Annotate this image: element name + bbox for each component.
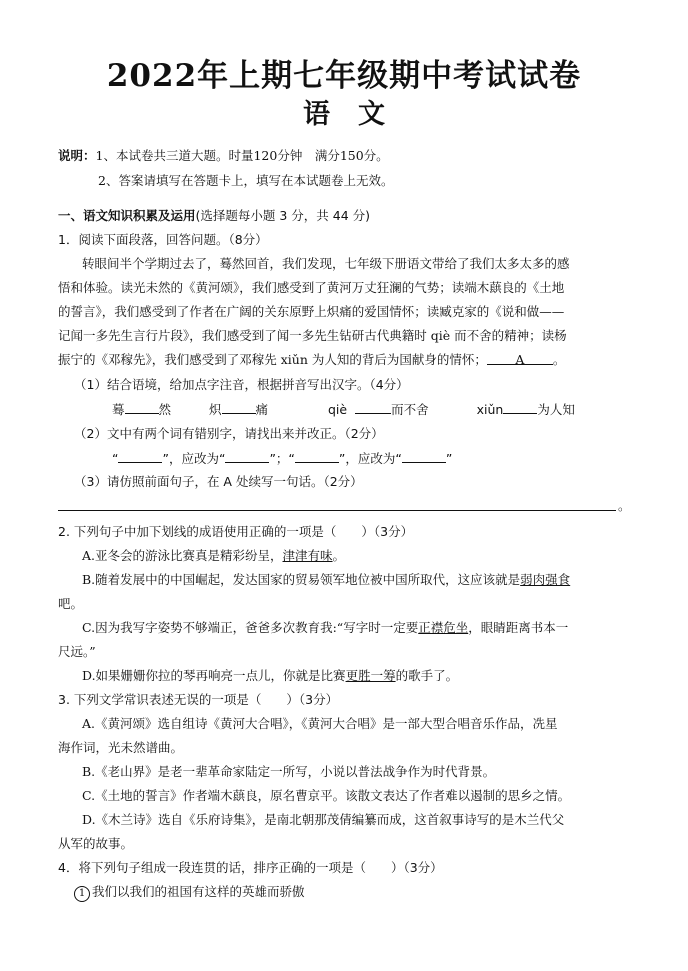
section-heading-note: (选择题每小题 3 分，共 44 分) (195, 208, 371, 223)
q1-passage-line: 转眼间半个学期过去了，蓦然回首，我们发现，七年级下册语文带给了我们太多太多的感 (82, 256, 570, 271)
char-chi: 炽 (209, 402, 222, 417)
answer-blank[interactable] (222, 401, 256, 414)
blank-A[interactable] (487, 352, 553, 365)
q2-option-c (82, 620, 568, 636)
notes-line-2: 2、答案请填写在答题卡上，填写在本试题卷上无效。 (98, 173, 394, 188)
q1-passage-line: 记闻一多先生言行片段》，我们感受到了闻一多先生钻研古代典籍时 qiè 而不舍的精神；读杨 (58, 328, 567, 343)
pinyin-xian: xiǔn (476, 402, 504, 417)
notes-label: 说明： (58, 148, 96, 163)
notes-text-1: 1、本试卷共三道大题。时量120分钟 满分150分。 (95, 148, 389, 163)
q2-option-b-cont: 吧。 (58, 596, 84, 611)
q2-b-text: B.随着发展中的中国崛起，发达国家的贸易领军地位被中国所取代，这应该就是 (82, 572, 521, 587)
q1-passage-line: 的誓言》，我们感受到了作者在广阔的关东原野上炽痛的爱国情怀；读臧克家的《说和做—— (58, 304, 565, 319)
q3-stem: 3. 下列文学常识表述无误的一项是（ ）（3分） (58, 692, 339, 707)
sub2-text: ”；“ (269, 451, 295, 466)
q1-stem: 1．阅读下面段落，回答问题。（8分） (58, 232, 268, 247)
q1-passage-line: 悟和体验。读光未然的《黄河颂》，我们感受到了黄河万丈狂澜的气势；读端木蕻良的《土地 (58, 280, 565, 295)
quote-mark: ” (445, 451, 453, 466)
q2-b-idiom: 弱肉强食 (520, 572, 571, 587)
sub2-text: ”，应改为“ (338, 451, 402, 466)
q2-c-idiom: 正襟危坐 (418, 620, 469, 635)
quote-mark: “ (112, 451, 119, 466)
q1-sub2-answers (112, 450, 452, 467)
q2-stem: 2. 下列句子中加下划线的成语使用正确的一项是（ ）（3分） (58, 524, 414, 539)
q3-option-d: D.《木兰诗》选自《乐府诗集》，是南北朝那茂倩编纂而成，这首叙事诗写的是木兰代父 (82, 812, 565, 827)
char-mo: 蓦 (112, 402, 125, 417)
q1-passage-line-last: 振宁的《邓稼先》，我们感受到了邓稼先 xiǔn 为人知的背后为国献身的情怀； A 。 (58, 352, 566, 367)
q4-stem: 4．将下列句子组成一段连贯的话，排序正确的一项是（ ）（3分） (58, 860, 443, 875)
blank-A-label: A (515, 352, 525, 367)
q2-c-text: C.因为我写字姿势不够端正，爸爸多次教育我:“写字时一定要 (82, 620, 419, 635)
q4-item-text: 我们以我们的祖国有这样的英雄而骄傲 (92, 884, 305, 899)
section-heading (58, 208, 370, 224)
answer-blank[interactable] (225, 450, 269, 463)
q2-option-a (82, 548, 345, 564)
q3-option-d-cont: 从军的故事。 (58, 836, 134, 851)
q2-option-b (82, 572, 570, 588)
q2-d-idiom: 更胜一筹 (345, 668, 396, 683)
q3-option-c: C.《土地的誓言》作者端木蕻良，原名曹京平。该散文表达了作者难以遏制的思乡之情。 (82, 788, 571, 803)
answer-blank[interactable] (118, 450, 162, 463)
q3-option-a: A.《黄河颂》选自组诗《黄河大合唱》，《黄河大合唱》是一部大型合唱音乐作品，冼星 (82, 716, 558, 731)
char-tong: 痛 (255, 402, 269, 417)
notes-line-1 (58, 148, 389, 164)
answer-line[interactable] (58, 510, 616, 511)
q2-a-text: A.亚冬会的游泳比赛真是精彩纷呈， (82, 548, 283, 563)
q1-passage-line: 振宁的《邓稼先》，我们感受到了邓稼先 xiǔn 为人知的背后为国献身的情怀； (58, 352, 487, 367)
q2-c-text-end: ，眼睛距离书本一 (468, 620, 569, 635)
q1-sub1: （1）结合语境，给加点字注音，根据拼音写出汉字。（4分） (74, 377, 409, 392)
q1-sub2: （2）文中有两个词有错别字，请找出来并改正。（2分） (74, 426, 384, 441)
answer-blank[interactable] (295, 450, 339, 463)
section-heading-title: 一、语文知识积累及运用 (58, 208, 196, 223)
item-number-badge: 1 (74, 886, 90, 902)
q2-a-idiom: 津津有味 (282, 548, 333, 563)
text-erbushe: 而不舍 (391, 402, 429, 417)
q2-d-text: D.如果姗姗你拉的琴再响亮一点儿，你就是比赛 (82, 668, 346, 683)
exam-title: 2022年上期七年级期中考试试卷 (106, 58, 582, 94)
q2-option-d (82, 668, 458, 684)
answer-blank[interactable] (503, 401, 537, 414)
subject-title: 语文 (303, 99, 413, 130)
sub2-text: ”，应改为“ (162, 451, 226, 466)
q2-a-end: 。 (332, 548, 346, 563)
q2-option-c-cont: 尺远。” (58, 644, 96, 659)
pinyin-qie: qiè (328, 402, 348, 417)
q2-d-end: 的歌手了。 (395, 668, 459, 683)
q3-option-a-cont: 海作词，光未然谱曲。 (58, 740, 184, 755)
q4-item-1 (74, 884, 305, 902)
answer-blank[interactable] (355, 401, 391, 414)
answer-blank[interactable] (125, 401, 159, 414)
q1-sub3: （3）请仿照前面句子，在 A 处续写一句话。（2分） (74, 474, 363, 489)
char-ran: 然 (158, 402, 172, 417)
end-mark: 。 (618, 498, 631, 513)
q1-sub1-answers (112, 401, 575, 418)
text-weirenzhi: 为人知 (537, 402, 575, 417)
q3-option-b: B.《老山界》是老一辈革命家陆定一所写，小说以普法战争作为时代背景。 (82, 764, 496, 779)
answer-blank[interactable] (402, 450, 446, 463)
